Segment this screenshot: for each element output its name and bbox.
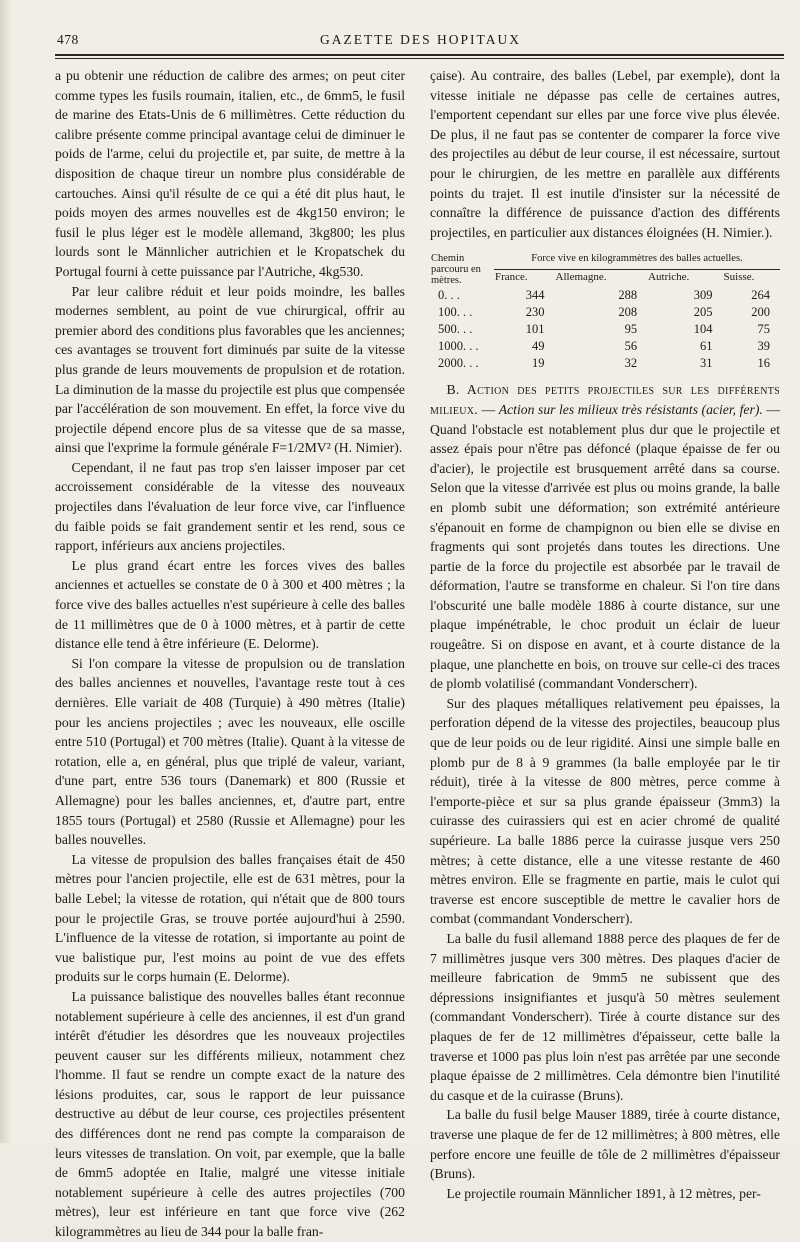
paragraph: Par leur calibre réduit et leur poids moindre, les balles modernes semblent, au point de vue chirurgical, offrir au premier abord des conditions plus favorables que les anciennes; ces avantages se trouvent fort diminués par suite de la vitesse plus grande de leurs mouvements de propulsion et de rotation. La diminution de la masse du projectile est plus que compensée par l'accélération de son mouvement. En effet, la force vive du projectile dépend encore plus de sa vitesse que de sa masse, ainsi que l'exprime la formule générale F=1/2MV² (H. Nimier). xyxy=(55,283,405,456)
table-col-header-distance: Chemin parcouru en mètres. xyxy=(431,253,481,287)
table-cell: 309 xyxy=(693,288,713,303)
table-cell: 95 xyxy=(624,322,638,337)
table-cell-distance: 100. . . xyxy=(438,305,473,320)
table-cell: 200 xyxy=(751,305,770,320)
table-cell: 101 xyxy=(525,322,545,337)
page-gutter xyxy=(0,0,12,1143)
table-cell: 49 xyxy=(532,339,545,354)
paragraph: La balle du fusil allemand 1888 perce des plaques de fer de 7 millimètres jusque vers 300 mètres. Des plaques d'acier de meilleure fabrication de 9mm5 ne subissent que des dépressions insignifiantes et jusqu'à 50 mètres seulement (commandant Vonderscherr). Tirée à courte distance sur des plaques de fer de 12 millimètres d'épaisseur, cette balle la traverse et 1000 pas plus loin n'est pas arrêtée par une seconde plaque épaisse de 2 millimètres. Cela démontre bien l'inutilité du casque et de la cuirasse (Bruns). xyxy=(430,930,780,1103)
paragraph: La vitesse de propulsion des balles françaises était de 450 mètres pour l'ancien projectile, elle est de 631 mètres, pour la balle Lebel; la vitesse de rotation, qui n'était que de 800 tours pour le projectile Gras, se trouve portée aujourd'hui à 2590. L'influence de la vitesse de rotation, si importante au point de vue balistique pur, l'est moins au point de vue des effets produits sur le corps humain (E. Delorme). xyxy=(55,851,405,985)
table-col-header: Suisse. xyxy=(723,269,780,287)
paragraph: La balle du fusil belge Mauser 1889, tirée à courte distance, traverse une plaque de fer de 12 millimètres; à 800 mètres, elle perfore encore une feuille de tôle de 2 millimètres d'épaisseur (Bruns). xyxy=(430,1107,780,1182)
table-cell: 61 xyxy=(700,339,713,354)
page-header xyxy=(57,30,784,52)
table-cell: 264 xyxy=(751,288,770,303)
table-cell: 205 xyxy=(693,305,713,320)
paragraph: Le projectile roumain Männlicher 1891, à 12 mètres, per- xyxy=(446,1185,761,1201)
table-row xyxy=(430,321,780,338)
table-cell: 19 xyxy=(532,356,545,371)
right-column xyxy=(430,66,780,1203)
table-cell: 32 xyxy=(624,356,638,371)
table-cell: 31 xyxy=(700,356,713,371)
page-number: 478 xyxy=(57,32,79,47)
table-row xyxy=(430,355,780,372)
table-group-header: Force vive en kilogrammètres des balles actuelles. xyxy=(531,253,743,265)
table-row xyxy=(430,287,780,304)
table-cell: 230 xyxy=(525,305,545,320)
table-col-header: Autriche. xyxy=(647,269,722,287)
table-row xyxy=(430,304,780,321)
section-heading: B. Action des petits projectiles sur les différents milieux. xyxy=(430,382,780,417)
table-cell: 344 xyxy=(525,288,545,303)
table-row xyxy=(430,338,780,355)
table-cell-distance: 500. . . xyxy=(438,322,473,337)
paragraph: çaise). Au contraire, des balles (Lebel, par exemple), dont la vitesse initiale ne dépasse pas celle de certaines autres, l'emportent cependant sur elles par une force vive plus élevée. De plus, il ne faut pas se contenter de comparer la force vive des projectiles au début de leur course, il est nécessaire, surtout pour le chirurgien, de les mettre en parallèle aux différents points du trajet. Il est inutile d'insister sur la nécessité de connaître la différence de puissance d'action des différents projectiles, en particulier aux distances éloignées (H. Nimier.). xyxy=(430,68,780,240)
paragraph: a pu obtenir une réduction de calibre des armes; on peut citer comme types les fusils roumain, italien, etc., de 6mm5, le fusil de marine des Etats-Unis de 6 millimètres. Cette réduction du calibre présente comme principal avantage celui de diminuer le poids de l'arme, celui du projectile et, par suite, de mettre à la disposition de chaque tireur un nombre plus considérable de cartouches. Ainsi qu'il résulte de ce qui a été dit plus haut, le poids moyen des armes nouvelles est de 4kg150 environ; le fusil le plus léger est le modèle allemand, 3kg800; les plus lourds sont le Männlicher autrichien et le Kropatschek du Portugal fourni à cette puissance par l'Autriche, 4kg530. xyxy=(55,68,405,279)
table-cell: 75 xyxy=(757,322,770,337)
section-subheading: Action sur les milieux très résistants (acier, fer). xyxy=(498,401,763,417)
header-rule-thick xyxy=(55,54,784,56)
paragraph: Cependant, il ne faut pas trop s'en laisser imposer par cet accroissement considérable de la vitesse des nouveaux projectiles dans l'évaluation de leur force vive, car l'influence du faible poids se fait grandement sentir et les rend, sous ce rapport, inférieurs aux anciens projectiles. xyxy=(55,459,405,554)
table-cell-distance: 0. . . xyxy=(438,288,460,303)
table-cell: 56 xyxy=(624,339,638,354)
paragraph: Si l'on compare la vitesse de propulsion ou de translation des balles anciennes et nouvelles, l'avantage reste tout à ces dernières. Elle variait de 408 (Turquie) à 490 mètres (Italie) pour les anciens projectiles ; avec les nouveaux, elle oscille entre 510 (Portugal) et 700 mètres (Italie). Quant à la vitesse de rotation, elle a, en général, plus que triplé de valeur, variant, d'une part, entre 536 tours (Danemark) et 800 (Russie et Allemagne) pour les balles anciennes, et, d'autre part, entre 1855 tours (Portugal) et 2580 (Russie et Allemagne) pour les balles nouvelles. xyxy=(55,655,405,848)
table-cell: 16 xyxy=(757,356,770,371)
section-text: Quand l'obstacle est notablement plus dur que le projectile et assez épais pour n'être pas défoncé (plaque épaisse de fer ou d'acier), le projectile est brusquement arrêté dans sa course. Selon que la vitesse d'arrivée est plus ou moins grande, la balle en plomb subit une déformation; son extrémité antérieure s'épanouit en forme de champignon ou bien elle se divise en fragments qui sont projetés dans toutes les directions. Une partie de la force du projectile est absorbée par le travail de déformation, l'autre se transforme en chaleur. Si l'on tire dans l'obscurité une balle modèle 1886 à courte distance, sur une plaque impénétrable, le choc produit un éclair de lueur rougeâtre. Si on dispose en avant, et à courte distance de la plaque, une planchette en bois, on trouve sur celle-ci des traces de plomb volatilisé (commandant Vonderscherr). xyxy=(430,421,780,692)
table-col-header: Allemagne. xyxy=(555,269,648,287)
table-col-header: France. xyxy=(494,269,555,287)
table-cell-distance: 1000. . . xyxy=(438,339,479,354)
running-title: GAZETTE DES HOPITAUX xyxy=(320,32,521,47)
table-cell: 104 xyxy=(693,322,713,337)
left-column xyxy=(55,66,405,1242)
section-b-paragraph: B. Action des petits projectiles sur les différents milieux. — Action sur les milieux très résistants (acier, fer). — Quand l'obstacle est notablement plus dur que le projectile et assez épais pour n'être pas défoncé (plaque épaisse de fer ou d'acier), le projectile est brusquement arrêté dans sa course. Selon que la vitesse d'arrivée est plus ou moins grande, la balle en plomb subit une déformation; son extrémité antérieure s'épanouit en forme de champignon ou bien elle se divise en fragments qui sont projetés dans toutes les directions. Une partie de la force du projectile est absorbée par le travail de déformation, l'autre se transforme en chaleur. Si l'on tire dans l'obscurité une balle modèle 1886 à courte distance, sur une plaque impénétrable, le choc produit un éclair de lueur rougeâtre. Si on dispose en avant, et à courte distance de la plaque, une planchette en bois, on trouve sur celle-ci des traces de plomb volatilisé (commandant Vonderscherr). xyxy=(430,382,781,692)
header-rule-thin xyxy=(55,58,784,59)
table-cell-distance: 2000. . . xyxy=(438,356,479,371)
table-cell: 39 xyxy=(757,339,770,354)
paragraph: Sur des plaques métalliques relativement peu épaisses, la perforation dépend de la vitesse des projectiles, beaucoup plus que de leur poids ou de leur rigidité. Ainsi une simple balle en plomb pur de 8 à 9 grammes (la balle employée par le tir réduit), tirée à la vitesse de 800 mètres, perce comme à l'emporte-pièce et sur sa plus grande épaisseur (3mm3) la cuirasse des cuirassiers qui est en acier chromé de qualité supérieure. La balle 1886 perce la cuirasse jusque vers 250 mètres; à cette distance, elle a une vitesse restante de 460 mètres environ. Elle se fragmente en partie, mais le culot qui traverse est encore susceptible de mettre le cavalier hors de combat (commandant Vonderscherr). xyxy=(430,695,780,927)
table-cell: 288 xyxy=(618,288,638,303)
table-cell: 208 xyxy=(618,305,638,320)
paragraph: Le plus grand écart entre les forces vives des balles anciennes et actuelles se constate de 0 à 300 et 400 mètres ; la force vive des balles actuelles n'est supérieure à celle des balles de 11 millimètres que de 0 à 1000 mètres, et à partir de cette distance elle tend à être inférieure (E. Delorme). xyxy=(55,557,405,652)
paragraph: La puissance balistique des nouvelles balles étant reconnue notablement supérieure à celle des anciennes, il est d'un grand intérêt d'étudier les désordres que les nouveaux projectiles peuvent causer sur les différents milieux, notamment chez l'homme. Il faut se rendre un compte exact de la nature des lésions produites, car, sous le rapport de leur puissance destructive au début de leur course, ces projectiles présentent des différences dont ne rend pas compte la comparaison de leurs vitesses de translation. On voit, par exemple, que la balle de 6mm5 adoptée en Italie, malgré une vitesse initiale notablement supérieure à celle des autres projectiles (700 mètres), leur est inférieure en tant que force vive (262 kilogrammètres au lieu de 344 pour la balle fran- xyxy=(55,988,405,1240)
force-vive-table xyxy=(430,252,780,372)
